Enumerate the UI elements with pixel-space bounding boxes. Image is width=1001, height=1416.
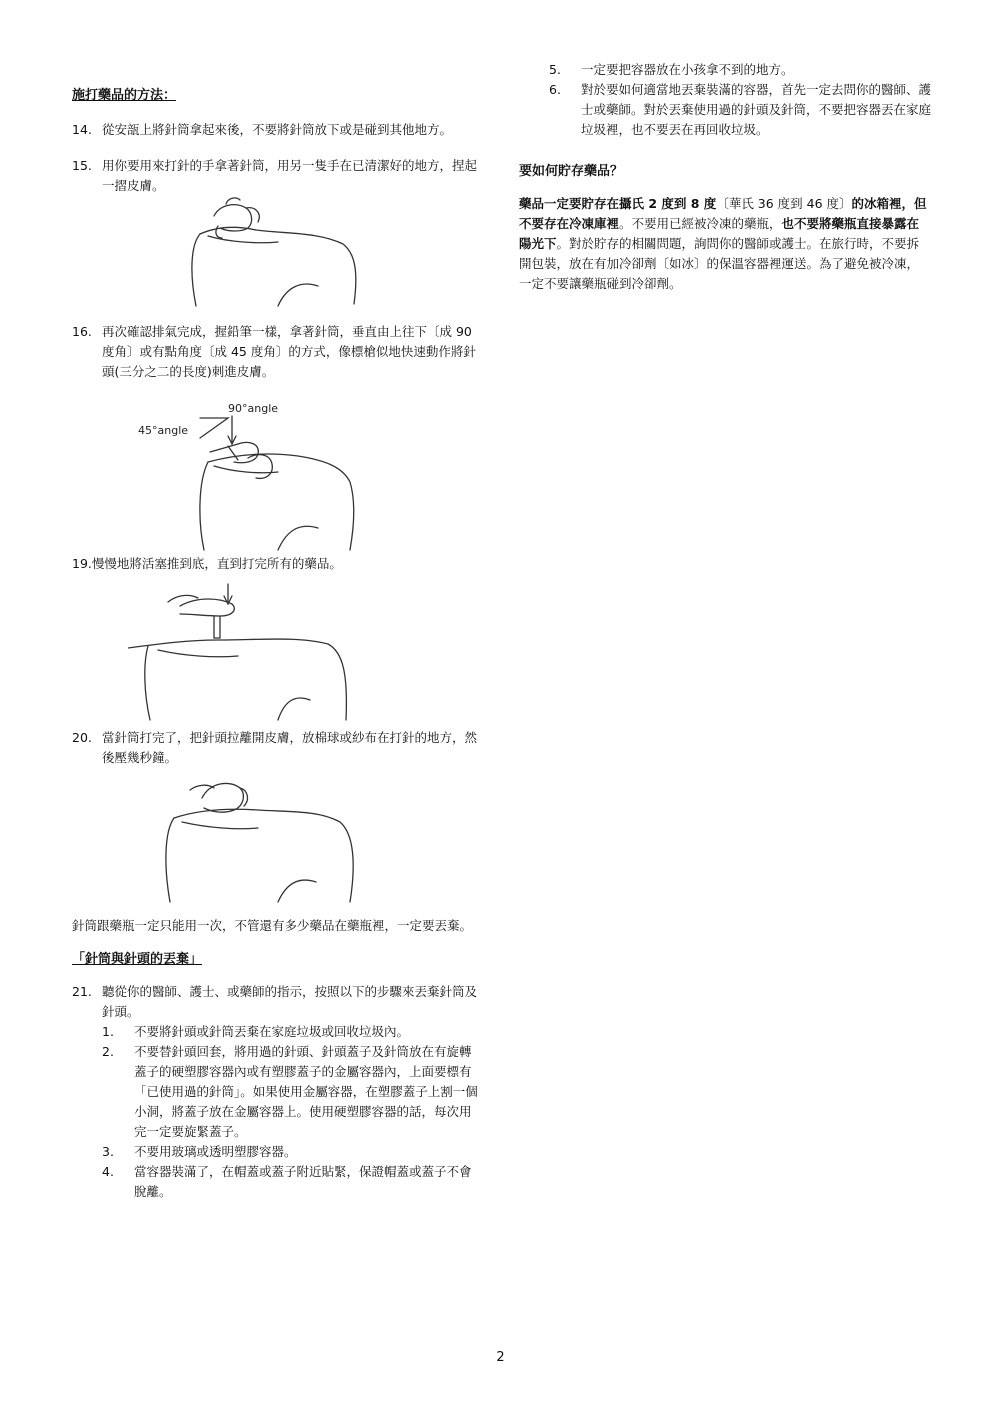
step-number: 21. <box>72 984 92 999</box>
substep-number: 4. <box>102 1164 114 1179</box>
substep-text: 一定要把容器放在小孩拿不到的地方。 <box>581 62 794 77</box>
substep-number: 3. <box>102 1144 114 1159</box>
left-column <box>72 60 482 1202</box>
step-number: 20. <box>72 730 92 745</box>
disposal-substeps <box>102 1022 482 1202</box>
substep-number: 6. <box>549 82 561 97</box>
substep-5 <box>549 60 931 80</box>
substep-text: 不要將針頭或針筒丟棄在家庭垃圾或回收垃圾內。 <box>134 1024 410 1039</box>
angle-90-label: 90°angle <box>228 402 279 415</box>
step-15 <box>72 156 482 196</box>
page-number: 2 <box>496 1350 505 1365</box>
storage-bold-1: 藥品一定要貯存在攝氏 2 度到 8 度 <box>519 196 717 211</box>
substep-3 <box>102 1142 482 1162</box>
right-column <box>519 60 931 294</box>
substep-2 <box>102 1042 482 1142</box>
storage-heading: 要如何貯存藥品？ <box>519 164 624 179</box>
storage-text-2: 。不要用已經被冷凍的藥瓶， <box>619 216 782 231</box>
substep-text: 不要用玻璃或透明塑膠容器。 <box>134 1144 297 1159</box>
substep-number: 5. <box>549 62 561 77</box>
substep-number: 1. <box>102 1024 114 1039</box>
disposal-heading: 「針筒與針頭的丟棄」 <box>72 952 203 967</box>
substep-text: 不要替針頭回套，將用過的針頭、針頭蓋子及針筒放在有旋轉蓋子的硬塑膠容器內或有塑膠蓋子的金屬容器內，上面要標有「已使用過的針筒」。如果使用金屬容器，在塑膠蓋子上割一個小洞，將蓋子放在金屬容器上。使用硬塑膠容器的話，每次用完一定要旋緊蓋子。 <box>134 1044 478 1139</box>
step-text: 聽從你的醫師、護士、或藥師的指示，按照以下的步驟來丟棄針筒及針頭。 <box>102 984 478 1019</box>
injection-angle-illustration <box>128 382 388 552</box>
injection-method-heading: 施打藥品的方法： <box>72 88 177 103</box>
substep-4 <box>102 1162 482 1202</box>
step-20 <box>72 728 482 768</box>
storage-text-1: 〔華氏 36 度到 46 度〕 <box>716 196 852 211</box>
step-19: 19.慢慢地將活塞推到底，直到打完所有的藥品。 <box>72 556 342 571</box>
angle-45-label: 45°angle <box>138 424 189 437</box>
substep-6 <box>549 80 931 140</box>
step-text: 從安瓿上將針筒拿起來後，不要將針筒放下或是碰到其他地方。 <box>102 122 453 137</box>
substep-number: 2. <box>102 1044 114 1059</box>
disposal-substeps-continued <box>549 60 931 140</box>
single-use-note: 針筒跟藥瓶一定只能用一次，不管還有多少藥品在藥瓶裡，一定要丟棄。 <box>72 918 473 933</box>
step-number: 14. <box>72 122 92 137</box>
press-cotton-illustration <box>128 768 388 908</box>
pinch-skin-illustration <box>128 196 388 316</box>
storage-bold-2: 的冰箱裡，但不要存在冷凍庫裡 <box>519 196 927 231</box>
step-number: 16. <box>72 324 92 339</box>
step-14 <box>72 120 482 140</box>
storage-text-3: 。對於貯存的相關問題，詢問你的醫師或護士。在旅行時，不要拆開包裝，放在有加冷卻劑〔如冰〕的保溫容器裡運送。為了避免被冷凍，一定不要讓藥瓶碰到冷卻劑。 <box>519 236 920 291</box>
storage-bold-3: 也不要將藥瓶直接暴露在陽光下 <box>519 216 920 251</box>
step-21 <box>72 982 482 1022</box>
step-16 <box>72 322 482 382</box>
step-text: 再次確認排氣完成，握鉛筆一樣，拿著針筒，垂直由上往下〔成 90 度角〕或有點角度〔成 45 度角〕的方式，像標槍似地快速動作將針頭(三分之二的長度)刺進皮膚。 <box>102 324 476 379</box>
storage-paragraph <box>519 194 931 294</box>
step-text: 當針筒打完了，把針頭拉離開皮膚，放棉球或紗布在打針的地方，然後壓幾秒鐘。 <box>102 730 478 765</box>
substep-1 <box>102 1022 482 1042</box>
substep-text: 對於要如何適當地丟棄裝滿的容器，首先一定去問你的醫師、護士或藥師。對於丟棄使用過的針頭及針筒，不要把容器丟在家庭垃圾裡，也不要丟在再回收垃圾。 <box>581 82 932 137</box>
substep-text: 當容器裝滿了，在帽蓋或蓋子附近貼緊，保證帽蓋或蓋子不會脫離。 <box>134 1164 472 1199</box>
step-text: 用你要用來打針的手拿著針筒，用另一隻手在已清潔好的地方，捏起一摺皮膚。 <box>102 158 478 193</box>
step-number: 15. <box>72 158 92 173</box>
push-plunger-illustration <box>128 574 388 724</box>
